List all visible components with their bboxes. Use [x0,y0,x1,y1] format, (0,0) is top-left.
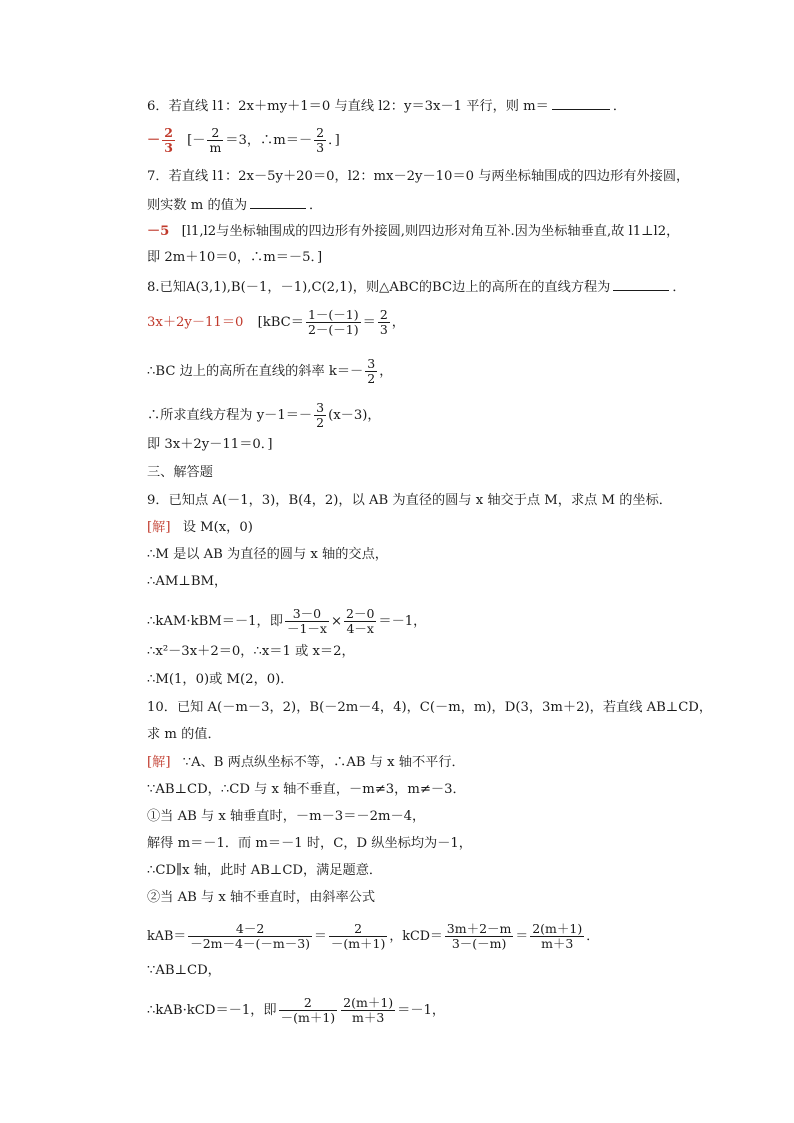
q9-stem: 9．已知点 A(－1，3)，B(4，2)，以 AB 为直径的圆与 x 轴交于点 M，求点 M 的坐标． [147,493,672,508]
q10-kab-value: $\frac{2}{-(m+1)}$ [330,921,386,951]
q10-final-frac2: $\frac{2(m+1)}{m+3}$ [343,995,394,1025]
q8-answer: 3x＋2y－11＝0 [147,315,244,330]
q9-frac2: $\frac{2-0}{4-x}$ [346,606,375,636]
q8-answer-blank [613,277,669,291]
q10-slope-formulas: kAB＝ $\frac{4-2}{-2m-4-(-m-3)}$ ＝ $\frac{2}{-(m+1)}$ ，kCD＝ $\frac{3m+2-m}{3-(-m)}$ ＝ $\frac{2(m+1)}{m+3}$ ． [147,921,600,951]
q6-exp-frac2: $\frac{2}{3}$ [316,125,325,155]
q9-sol-line1: [解] 设 M(x，0) [147,520,253,535]
q9-sol-line3: ∴AM⊥BM， [147,574,228,589]
q10-final-frac1: $\frac{2}{-(m+1)}$ [280,995,336,1025]
q6-exp-frac: $\frac{2}{m}$ [209,125,222,155]
q9-solution-tag: [解] [147,520,171,535]
q10-solution-tag: [解] [147,755,171,770]
section-title: 三、解答题 [147,465,213,480]
q10-sol-line3: ①当 AB 与 x 轴垂直时，－m－3＝－2m－4， [147,809,426,824]
q6-answer-line: － $\frac{2}{3}$ [－ $\frac{2}{m}$ ＝3，∴m＝－ $\frac{2}{3}$ ．] [147,125,340,155]
q8-answer-line: 3x＋2y－11＝0 [kBC＝ $\frac{1-(-1)}{2-(-1)}$ ＝ $\frac{2}{3}$ ， [147,307,405,337]
q7-exp-line2: 即 2m＋10＝0，∴m＝－5．] [147,250,323,265]
q10-stem-line2: 求 m 的值． [147,727,221,742]
q9-sol-line2: ∴M 是以 AB 为直径的圆与 x 轴的交点， [147,547,388,562]
q7-answer: －5 [147,224,170,239]
q10-sol-line1: [解] ∵A、B 两点纵坐标不等，∴AB 与 x 轴不平行． [147,755,465,770]
q6-answer: － $\frac{2}{3}$ [147,125,173,155]
q9-frac1: $\frac{3-0}{-1-x}$ [286,606,327,636]
q10-sol-line2: ∵AB⊥CD，∴CD 与 x 轴不垂直，－m≠3，m≠－3． [147,782,466,797]
q7-answer-line: －5 [l1,l2与坐标轴围成的四边形有外接圆,则四边形对角互补.因为坐标轴垂直,故 l1⊥l2， [147,224,680,239]
q6-answer-blank [552,96,610,110]
q8-stem: 8.已知A(3,1),B(－1，－1),C(2,1)，则△ABC的BC边上的高所在的直线方程为 ． [147,277,686,297]
q10-stem-line1: 10．已知 A(－m－3，2)，B(－2m－4，4)，C(－m，m)，D(3，3m＋2)，若直线 AB⊥CD， [147,700,713,715]
q10-kcd-frac: $\frac{3m+2-m}{3-(-m)}$ [446,921,512,951]
q8-line4: 即 3x＋2y－11＝0．] [147,437,273,452]
q9-sol-line6: ∴M(1，0)或 M(2，0)． [147,672,294,687]
q8-slope-frac: $\frac{3}{2}$ [367,356,376,386]
q8-kbc-value: $\frac{2}{3}$ [379,307,388,337]
q8-line3: ∴所求直线方程为 y－1＝－ $\frac{3}{2}$ (x－3)， [147,400,381,430]
q7-stem-line1: 7．若直线 l1：2x－5y＋20＝0，l2：mx－2y－10＝0 与两坐标轴围成的四边形有外接圆， [147,169,690,184]
q10-sol-line6: ②当 AB 与 x 轴不垂直时，由斜率公式 [147,890,376,905]
q10-sol-line8: ∴kAB·kCD＝－1，即 $\frac{2}{-(m+1)}$ $\frac{2(m+1)}{m+3}$ ＝－1， [147,995,446,1025]
q10-kcd-value: $\frac{2(m+1)}{m+3}$ [532,921,583,951]
q10-sol-line4: 解得 m＝－1．而 m＝－1 时，C，D 纵坐标均为－1， [147,836,472,851]
q8-line2: ∴BC 边上的高所在直线的斜率 k＝－ $\frac{3}{2}$ ， [147,356,393,386]
q10-kab-frac: $\frac{4-2}{-2m-4-(-m-3)}$ [190,921,311,951]
q7-stem-line2: 则实数 m 的值为 ． [147,195,322,215]
q7-answer-blank [250,195,306,209]
q8-kbc-frac: $\frac{1-(-1)}{2-(-1)}$ [307,307,359,337]
q10-sol-line7: ∵AB⊥CD， [147,963,221,978]
q10-sol-line5: ∴CD∥x 轴，此时 AB⊥CD，满足题意． [147,863,383,878]
q9-sol-line5: ∴x²－3x＋2＝0，∴x＝1 或 x＝2， [147,644,355,659]
q6-stem: 6．若直线 l1：2x＋my＋1＝0 与直线 l2：y＝3x－1 平行，则 m＝ ． [147,96,626,116]
q8-line-frac: $\frac{3}{2}$ [316,400,325,430]
q9-sol-line4: ∴kAM·kBM＝－1，即 $\frac{3-0}{-1-x}$ × $\frac{2-0}{4-x}$ ＝－1， [147,606,427,636]
